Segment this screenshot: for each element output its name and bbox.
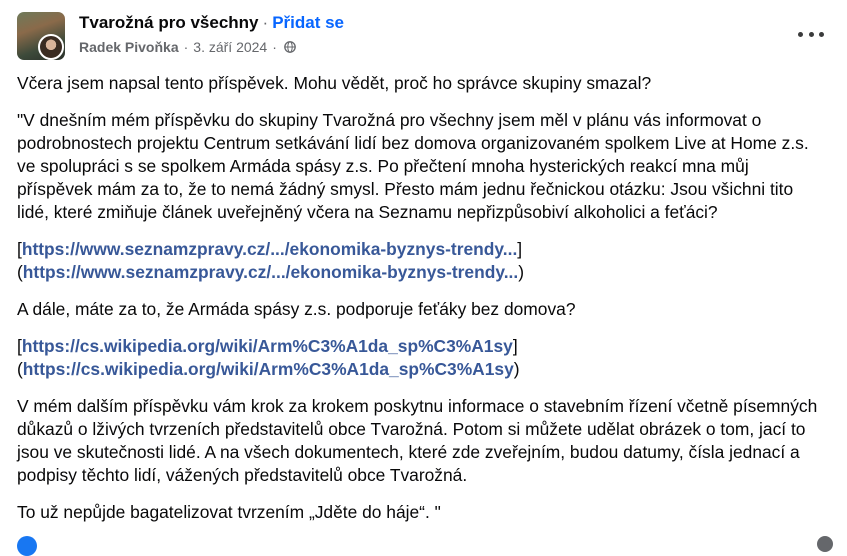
seznam-link[interactable]: https://www.seznamzpravy.cz/.../ekonomika-byznys-trendy... — [21, 239, 518, 259]
seznam-link[interactable]: https://www.seznamzpravy.cz/.../ekonomika-byznys-trendy... — [22, 262, 519, 282]
author-name-link[interactable]: Radek Pivoňka — [79, 39, 179, 55]
post-header — [17, 10, 830, 60]
globe-icon — [284, 41, 296, 53]
wikipedia-link[interactable]: https://cs.wikipedia.org/wiki/Arm%C3%A1da_sp%C3%A1sy — [22, 359, 514, 379]
paragraph-intro: Včera jsem napsal tento příspěvek. Mohu vědět, proč ho správce skupiny smazal? — [17, 73, 652, 93]
post-meta — [79, 39, 296, 55]
separator-dot: · — [272, 39, 277, 55]
link-block-wikipedia: [https://cs.wikipedia.org/wiki/Arm%C3%A1da_sp%C3%A1sy] (https://cs.wikipedia.org/wiki/Arm%C3%A1da_sp%C3%A1sy) — [17, 336, 520, 379]
join-group-button[interactable]: Přidat se — [272, 13, 344, 32]
group-avatar[interactable] — [17, 12, 65, 60]
paragraph-question: A dále, máte za to, že Armáda spásy z.s. podporuje feťáky bez domova? — [17, 299, 576, 319]
group-title-line — [79, 13, 344, 33]
like-reaction-icon[interactable] — [17, 536, 37, 556]
post-date-link[interactable]: 3. září 2024 — [193, 39, 268, 55]
separator-dot: · — [183, 39, 189, 55]
paragraph-closing: To už nepůjde bagatelizovat tvrzením „Jděte do háje“. " — [17, 502, 441, 522]
link-block-seznam: [https://www.seznamzpravy.cz/.../ekonomika-byznys-trendy...] (https://www.seznamzpravy.cz/.../ekonomika-byznys-trendy...) — [17, 239, 525, 282]
separator-dot: · — [262, 13, 269, 32]
group-name-link[interactable]: Tvarožná pro všechny — [79, 13, 259, 32]
wikipedia-link[interactable]: https://cs.wikipedia.org/wiki/Arm%C3%A1da_sp%C3%A1sy — [21, 336, 513, 356]
post-body — [17, 72, 827, 538]
reactions-summary-icon[interactable] — [817, 536, 833, 552]
author-avatar[interactable] — [38, 34, 64, 60]
more-options-icon[interactable] — [798, 24, 824, 44]
paragraph-next-post: V mém dalším příspěvku vám krok za krokem poskytnu informace o stavebním řízení včetně písemných důkazů o lživých tvrzeních představitelů obce Tvarožná. Potom si můžete udělat obrázek o tom, jací to jsou ve skutečnosti lidé. A na všech dokumentech, které zde zveřejním, budou datumy, čísla jednací a podpisy těchto lidí, vážených představitelů obce Tvarožná. — [17, 396, 818, 485]
paragraph-quote: "V dnešním mém příspěvku do skupiny Tvarožná pro všechny jsem měl v plánu vás informovat o podrobnostech projektu Centrum setkávání lidí bez domova organizovaném spolkem Live at Home z.s. ve spolupráci s se spolkem Armáda spásy z.s. Po přečtení mnoha hysterických reakcí mna můj příspěvek mám za to, že to nemá žádný smysl. Přesto mám jednu řečnickou otázku: Jsou všichni tito lidé, které zmiňuje článek uveřejněný včera na Seznamu nepřizpůsobiví alkoholici a feťáci? — [17, 110, 809, 222]
